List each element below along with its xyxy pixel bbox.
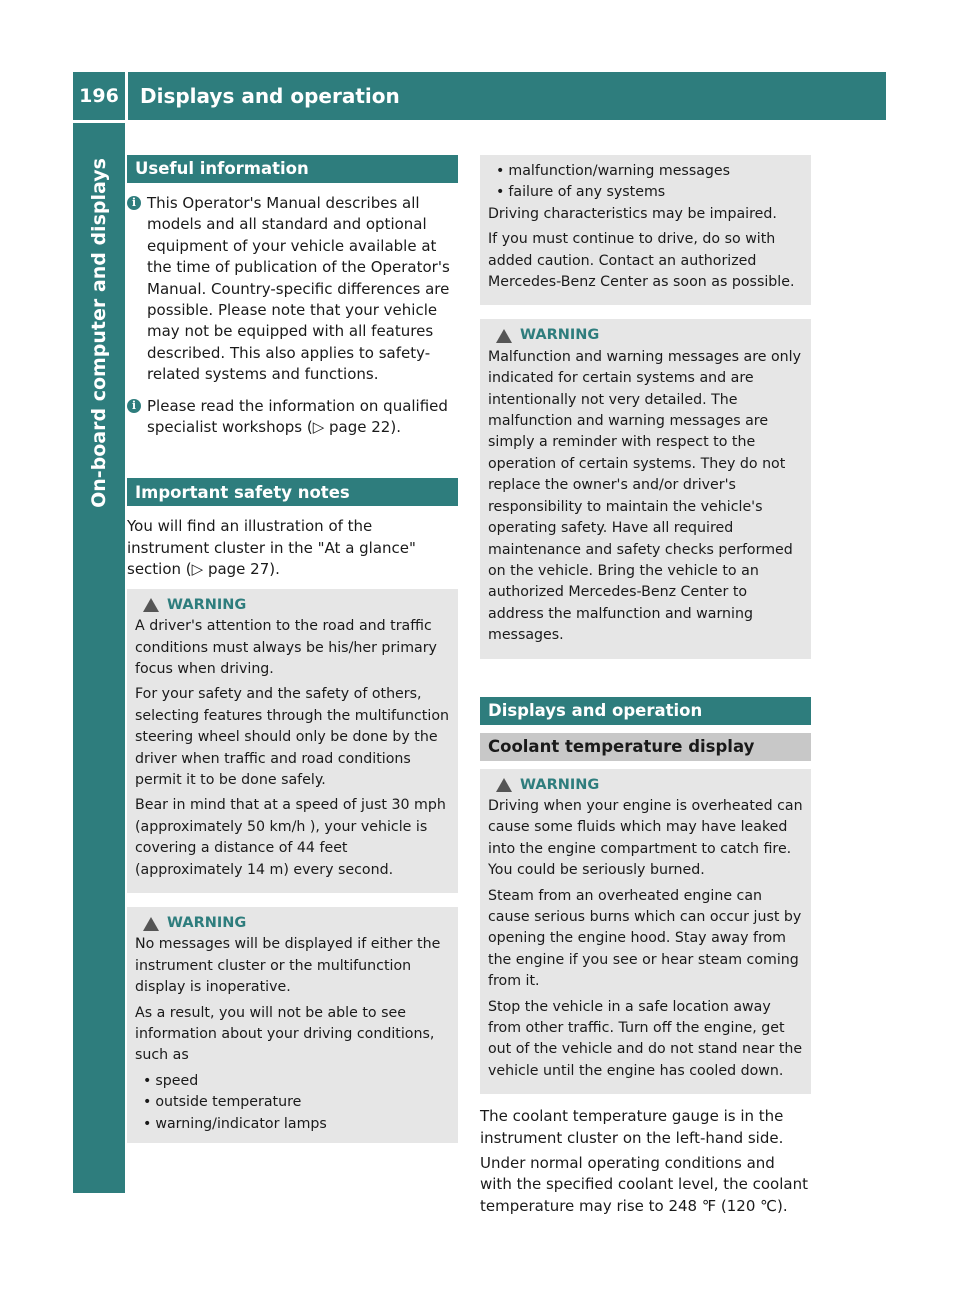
warning-header: WARNING: [143, 595, 450, 616]
warning-box-2-continued: [480, 155, 811, 305]
page-number: 196: [73, 72, 125, 120]
warning-text: Steam from an overheated engine can cause serious burns which can occur just by opening the engine hood. Stay away from the engine if you see or hear steam coming from it.: [488, 887, 802, 990]
info-note-2: [127, 396, 458, 439]
warning-triangle-icon: [496, 778, 512, 792]
info-text-1: This Operator's Manual describes all models and all standard and optional equipment of your vehicle available at the time of publication of the Operator's Manual. Country-specific differences are possible. Please note that your vehicle may not be equipped with all features described. This also applies to safety-related systems and functions.: [147, 194, 450, 384]
warning-box-4: [480, 769, 811, 1095]
warning-box-2: [127, 907, 458, 1143]
displays-operation-heading: Displays and operation: [480, 697, 811, 725]
side-tab-label: On-board computer and displays: [88, 158, 111, 508]
warning-box-3: [480, 319, 811, 658]
right-column: [480, 155, 811, 1217]
warning-text: Driving when your engine is overheated can cause some fluids which may have leaked into the engine compartment to catch fire. You could be seriously burned.: [488, 797, 803, 879]
useful-info-heading: Useful information: [127, 155, 458, 183]
left-column: [127, 155, 458, 1143]
info-note-1: [127, 193, 458, 386]
safety-notes-heading: Important safety notes: [127, 478, 458, 506]
list-item: • malfunction/warning messages: [488, 161, 803, 182]
warning-text: No messages will be displayed if either the instrument cluster or the multifunction display is inoperative.: [135, 936, 441, 996]
info-icon: i: [127, 196, 141, 210]
list-item: • outside temperature: [135, 1092, 450, 1113]
warning-triangle-icon: [496, 329, 512, 343]
warning-header: WARNING: [143, 913, 450, 934]
warning-text: Driving characteristics may be impaired.: [488, 205, 777, 222]
safety-notes-text: You will find an illustration of the instrument cluster in the "At a glance" section (▷ page 27).: [127, 517, 416, 579]
warning-text: A driver's attention to the road and traffic conditions must always be his/her primary focus when driving.: [135, 618, 437, 677]
warning-box-1: [127, 589, 458, 893]
warning-text: For your safety and the safety of others, selecting features through the multifunction steering wheel should only be done by the driver when traffic and road conditions permit it to be done safely.: [135, 686, 449, 788]
warning-text: If you must continue to drive, do so with added caution. Contact an authorized Mercedes-Benz Center as soon as possible.: [488, 231, 795, 291]
warning-header: WARNING: [496, 775, 803, 796]
info-icon: i: [127, 399, 141, 413]
page-title: Displays and operation: [128, 72, 886, 120]
warning-triangle-icon: [143, 598, 159, 612]
list-item: • warning/indicator lamps: [135, 1114, 450, 1135]
info-text-2: Please read the information on qualified specialist workshops (▷ page 22).: [147, 396, 448, 437]
warning-text: Malfunction and warning messages are only indicated for certain systems and are intentionally not very detailed. The malfunction and warning messages are simply a reminder with respect to the operation of certain systems. They do not replace the owner's and/or driver's responsibility to maintain the vehicle's operating safety. Have all required maintenance and safety checks performed on the vehicle. Bring the vehicle to an authorized Mercedes-Benz Center to address the malfunction and warning messages.: [488, 348, 801, 644]
warning-text: As a result, you will not be able to see information about your driving conditions, such as: [135, 1004, 435, 1064]
coolant-display-heading: Coolant temperature display: [480, 733, 811, 761]
side-tab-label-wrap: [73, 123, 125, 543]
list-item: • speed: [135, 1071, 450, 1092]
coolant-text-2: Under normal operating conditions and with the specified coolant level, the coolant temperature may rise to 248 ℉ (120 ℃).: [480, 1154, 808, 1215]
warning-text: Bear in mind that at a speed of just 30 mph (approximately 50 km/h ), your vehicle is covering a distance of 44 feet (approximately 14 m) every second.: [135, 797, 446, 878]
list-item: • failure of any systems: [488, 182, 803, 203]
warning-header: WARNING: [496, 325, 803, 346]
warning-text: Stop the vehicle in a safe location away from other traffic. Turn off the engine, get out of the vehicle and do not stand near the vehicle until the engine has cooled down.: [488, 998, 803, 1079]
coolant-text-1: The coolant temperature gauge is in the instrument cluster on the left-hand side.: [480, 1107, 784, 1147]
warning-triangle-icon: [143, 917, 159, 931]
